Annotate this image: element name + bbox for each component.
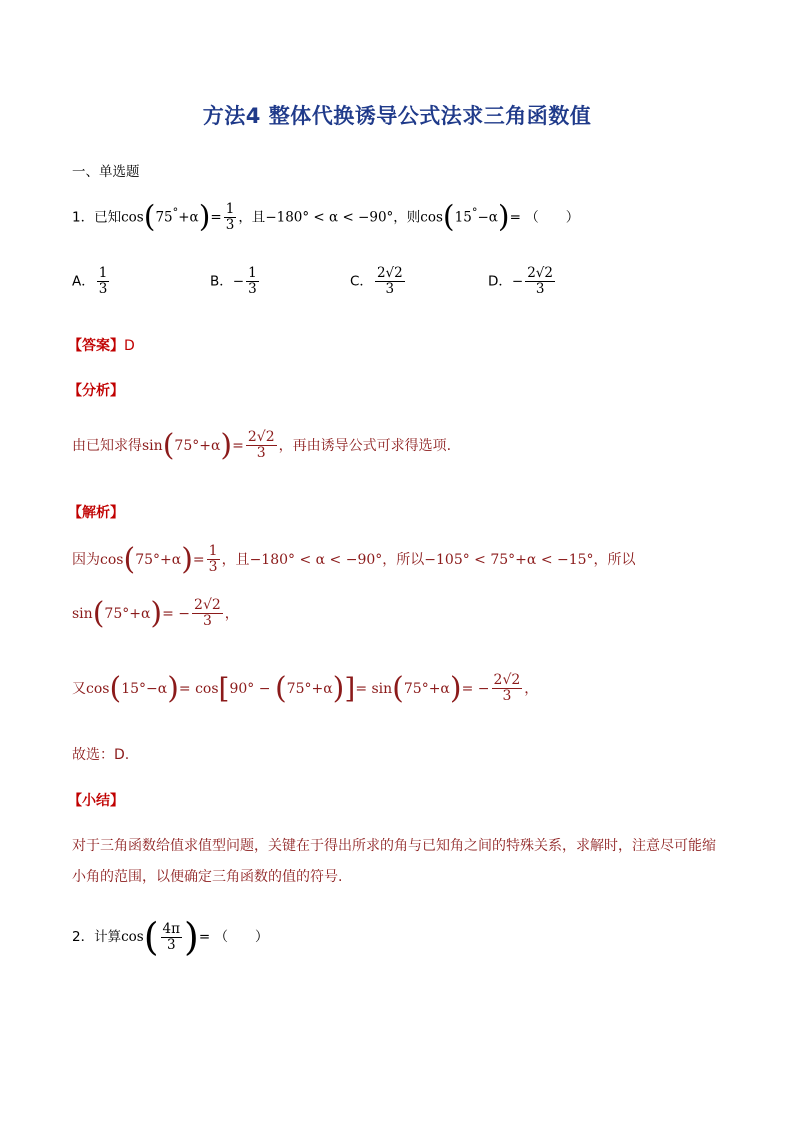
numerator: 2√2 (376, 265, 403, 281)
answer-line (68, 335, 135, 355)
left-paren: ( (274, 670, 287, 706)
angle-expr: 15°−α (121, 680, 168, 697)
text: ， (224, 605, 239, 622)
denominator: 3 (166, 936, 176, 953)
numerator: 2√2 (527, 265, 553, 281)
alpha-range: −180° < α < −90° (249, 551, 383, 568)
numerator: 2√2 (194, 597, 221, 613)
right-paren: ) (184, 915, 199, 959)
option-fraction (246, 266, 259, 297)
left-paren: ( (92, 595, 105, 631)
left-paren: ( (442, 199, 455, 235)
cos-function: cos (86, 680, 110, 697)
question-number: 2． (72, 929, 95, 945)
sin-function: sin (142, 437, 163, 454)
answer-tag: 【答案】 (68, 338, 124, 354)
denominator: 3 (225, 216, 235, 233)
summary-tag: 【小结】 (68, 793, 124, 809)
left-bracket: [ (218, 671, 230, 705)
equals: = − (162, 605, 191, 622)
option-fraction (525, 266, 555, 297)
analysis-pre: 由已知求得 (72, 437, 142, 454)
fraction-one-third (224, 202, 237, 233)
solution-tag: 【解析】 (68, 505, 124, 521)
numerator: 1 (248, 265, 257, 281)
angle-expr: 75°+α (286, 680, 333, 697)
angle-expr: 75°+α (403, 680, 450, 697)
alpha-range: −180° < α < −90° (265, 209, 394, 226)
summary-line-1: 对于三角函数给值求值型问题，关键在于得出所求的角与已知角之间的特殊关系，求解时，注意尽可能缩 (72, 838, 716, 854)
text: ， (524, 680, 539, 697)
equals: = (232, 437, 244, 454)
option-b (210, 266, 261, 297)
right-paren: ) (167, 670, 179, 706)
option-label: D． (488, 273, 512, 290)
cos-function: cos (420, 209, 443, 226)
angle-75: 75 (155, 209, 173, 226)
left-paren: ( (123, 541, 136, 577)
angle-90: 90° − (229, 680, 275, 697)
denominator: 3 (202, 613, 212, 630)
text: ，所以 (382, 551, 425, 568)
degree-mark: ° (172, 205, 179, 219)
denominator: 3 (208, 559, 218, 576)
option-label: C． (350, 273, 373, 290)
option-fraction (375, 266, 405, 297)
right-paren: ) (332, 670, 345, 706)
angle-expr: 75°+α (104, 605, 151, 622)
question-1 (72, 199, 580, 235)
option-label: B． (210, 273, 233, 290)
numerator: 2√2 (247, 429, 275, 445)
question-lead: 计算 (94, 929, 122, 945)
option-c (350, 266, 407, 297)
minus-alpha: −α (477, 209, 498, 226)
denominator: 3 (248, 280, 257, 297)
right-paren: ) (181, 541, 193, 577)
left-paren: ( (162, 427, 175, 463)
question-2 (72, 915, 269, 959)
numerator: 1 (225, 201, 235, 217)
right-paren: ) (150, 595, 163, 631)
numerator: 2√2 (493, 672, 521, 688)
analysis-text (72, 427, 452, 463)
left-paren: ( (392, 670, 404, 706)
degree-mark: ° (471, 205, 478, 219)
equals-cos: = cos (178, 680, 219, 697)
plus-alpha: +α (178, 209, 199, 226)
left-paren: ( (143, 199, 156, 235)
denominator: 3 (256, 445, 266, 462)
angle-range: −105° < 75°+α < −15° (424, 551, 594, 568)
denominator: 3 (502, 688, 512, 705)
right-bracket: ] (344, 671, 356, 705)
equals-sin: = sin (355, 680, 393, 697)
right-paren: ) (198, 199, 211, 235)
question-number: 1． (72, 209, 95, 226)
equals: = − (461, 680, 490, 697)
numerator: 4π (162, 920, 181, 937)
text: 因为 (72, 551, 100, 568)
text: 又 (72, 680, 86, 697)
angle-expr: 75°+α (135, 551, 182, 568)
right-paren: ) (449, 670, 462, 706)
analysis-post: ，再由诱导公式可求得选项. (278, 437, 452, 454)
summary-line-2: 小角的范围，以便确定三角函数的值的符号. (72, 869, 343, 885)
denominator: 3 (385, 280, 395, 297)
answer-value: D (124, 338, 135, 354)
option-sign: − (232, 273, 245, 290)
text: ，且 (221, 551, 250, 568)
solution-line-3 (72, 670, 539, 706)
fraction (207, 544, 220, 576)
solution-choice: 故选：D. (72, 747, 130, 763)
analysis-tag: 【分析】 (68, 383, 124, 399)
left-paren: ( (109, 670, 122, 706)
left-paren: ( (143, 915, 159, 959)
angle-expr: 75°+α (174, 437, 221, 454)
text-and: ，且 (238, 209, 266, 226)
fraction (246, 430, 277, 462)
numerator: 1 (208, 543, 218, 559)
question-tail: = （ ） (198, 929, 269, 945)
sin-function: sin (72, 605, 93, 622)
section-heading: 一、单选题 (72, 164, 140, 180)
option-a (72, 266, 111, 297)
denominator: 3 (535, 280, 545, 297)
question-tail: = （ ） (509, 209, 580, 226)
solution-line-1 (72, 541, 636, 577)
right-paren: ) (220, 427, 233, 463)
fraction (492, 673, 523, 705)
cos-function: cos (121, 209, 144, 226)
right-paren: ) (497, 199, 510, 235)
angle-15: 15 (454, 209, 472, 226)
option-d (488, 266, 557, 297)
equals: = (210, 209, 222, 226)
cos-function: cos (100, 551, 124, 568)
page-title: 方法4 整体代换诱导公式法求三角函数值 (202, 104, 592, 128)
option-sign: − (511, 273, 524, 290)
question-lead: 已知 (94, 209, 122, 226)
fraction (161, 922, 182, 953)
fraction (192, 598, 223, 630)
text-then: ，则 (393, 209, 421, 226)
text: ，所以 (593, 551, 636, 568)
numerator: 1 (98, 265, 108, 281)
denominator: 3 (98, 280, 108, 297)
cos-function: cos (121, 929, 144, 945)
option-fraction (97, 266, 110, 297)
option-label: A． (72, 273, 95, 290)
equals: = (192, 551, 205, 568)
solution-line-2 (72, 595, 239, 631)
